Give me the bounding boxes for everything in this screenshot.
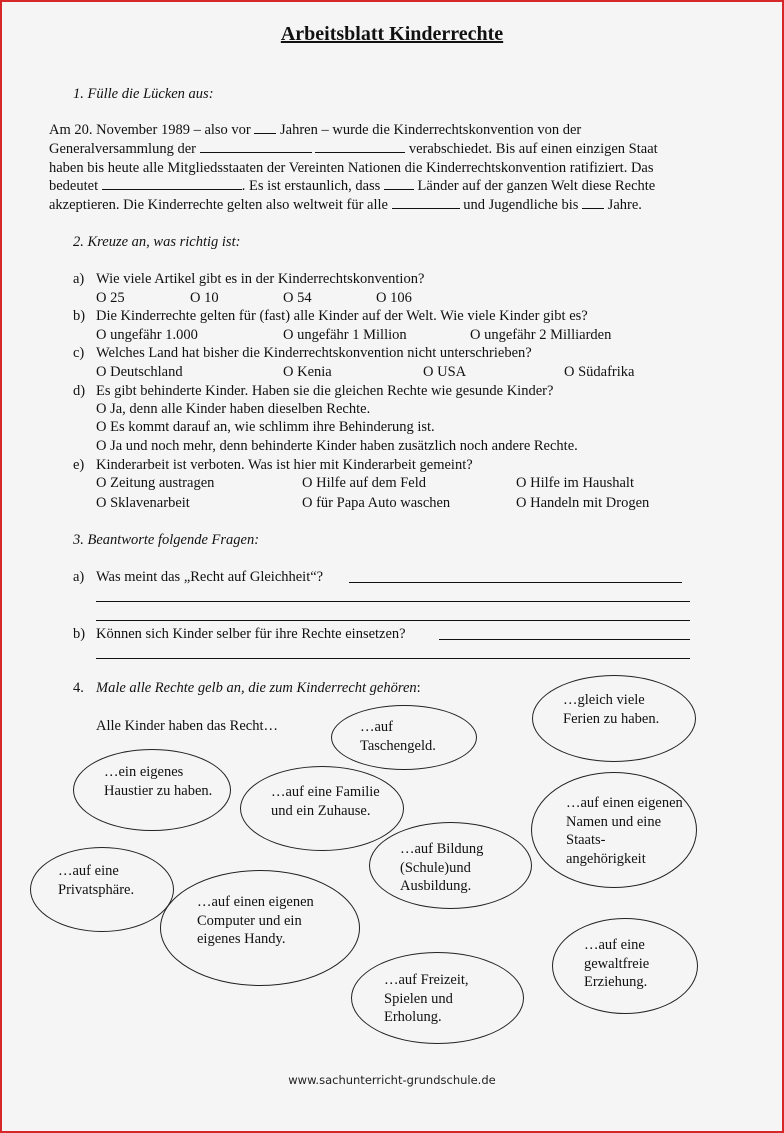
right-bubble-computer-text: …auf einen eigenen Computer und ein eigenes Handy. bbox=[197, 894, 314, 947]
question-letter-d: d) bbox=[73, 383, 86, 399]
checkbox-option-same-rights[interactable]: O Ja, denn alle Kinder haben dieselben Rechte. bbox=[96, 401, 371, 417]
checkbox-option-1-million[interactable]: O ungefähr 1 Million bbox=[283, 327, 407, 343]
checkbox-option-haushalt[interactable]: O Hilfe im Haushalt bbox=[516, 475, 634, 491]
right-bubble-name-text: …auf einen eigenen Namen und eine Staats-angehörigkeit bbox=[566, 795, 683, 867]
right-bubble-family-text: …auf eine Familie und ein Zuhause. bbox=[271, 784, 380, 819]
gap-fill-paragraph bbox=[49, 121, 717, 215]
checkbox-option-25[interactable]: O 25 bbox=[96, 290, 125, 306]
answer-line-3a-1[interactable] bbox=[349, 582, 682, 583]
question-letter-a: a) bbox=[73, 271, 85, 287]
right-bubble-pet-text: …ein eigenes Haustier zu haben. bbox=[104, 764, 213, 799]
answer-line-3a-3[interactable] bbox=[96, 620, 690, 621]
question-a-text: Wie viele Artikel gibt es in der Kinderrechtskonvention? bbox=[96, 271, 425, 287]
paragraph-line-4: bedeutet . Es ist erstaunlich, dass Länder auf der ganzen Welt diese Rechte bbox=[49, 178, 656, 195]
answer-line-3b-2[interactable] bbox=[96, 658, 690, 659]
question-d-text: Es gibt behinderte Kinder. Haben sie die gleichen Rechte wie gesunde Kinder? bbox=[96, 383, 554, 399]
section-2-heading: 2. Kreuze an, was richtig ist: bbox=[73, 234, 241, 250]
blank-age[interactable] bbox=[582, 196, 604, 209]
checkbox-option-54[interactable]: O 54 bbox=[283, 290, 312, 306]
paragraph-line-3: haben bis heute alle Mitgliedsstaaten der Vereinten Nationen die Kinderrechtskonvention ratifiziert. Das bbox=[49, 159, 654, 176]
checkbox-option-auto-waschen[interactable]: O für Papa Auto waschen bbox=[302, 495, 451, 511]
blank-countries[interactable] bbox=[384, 177, 414, 190]
checkbox-option-depends[interactable]: O Es kommt darauf an, wie schlimm ihre Behinderung ist. bbox=[96, 419, 435, 435]
section-3-heading: 3. Beantworte folgende Fragen: bbox=[73, 532, 260, 548]
checkbox-option-usa[interactable]: O USA bbox=[423, 364, 467, 380]
checkbox-option-sklavenarbeit[interactable]: O Sklavenarbeit bbox=[96, 495, 190, 511]
section-4-heading: Male alle Rechte gelb an, die zum Kinderrecht gehören: bbox=[96, 680, 421, 696]
checkbox-option-zeitung[interactable]: O Zeitung austragen bbox=[96, 475, 215, 491]
checkbox-option-kenia[interactable]: O Kenia bbox=[283, 364, 332, 380]
checkbox-option-suedafrika[interactable]: O Südafrika bbox=[564, 364, 635, 380]
page-title: Arbeitsblatt Kinderrechte bbox=[280, 23, 504, 45]
question-3b-letter: b) bbox=[73, 626, 86, 642]
question-3b-text: Können sich Kinder selber für ihre Rechte einsetzen? bbox=[96, 626, 406, 642]
checkbox-option-deutschland[interactable]: O Deutschland bbox=[96, 364, 183, 380]
blank-children[interactable] bbox=[392, 196, 460, 209]
answer-line-3a-2[interactable] bbox=[96, 601, 690, 602]
right-bubble-holidays-text: …gleich viele Ferien zu haben. bbox=[563, 692, 660, 727]
checkbox-option-10[interactable]: O 10 bbox=[190, 290, 219, 306]
blank-years[interactable] bbox=[254, 121, 276, 134]
blank-organisation-1[interactable] bbox=[200, 140, 312, 153]
section-4-number: 4. bbox=[73, 680, 84, 696]
paragraph-line-1: Am 20. November 1989 – also vor Jahren – wurde die Kinderrechtskonvention von der bbox=[49, 122, 582, 138]
right-bubble-leisure-text: …auf Freizeit, Spielen und Erholung. bbox=[384, 972, 469, 1025]
checkbox-option-2-billion[interactable]: O ungefähr 2 Milliarden bbox=[470, 327, 612, 343]
question-letter-b: b) bbox=[73, 308, 86, 324]
question-b-text: Die Kinderrechte gelten für (fast) alle Kinder auf der Welt. Wie viele Kinder gibt es? bbox=[96, 308, 588, 324]
question-3a-text: Was meint das „Recht auf Gleichheit“? bbox=[96, 569, 324, 585]
checkbox-option-1000[interactable]: O ungefähr 1.000 bbox=[96, 327, 198, 343]
question-letter-c: c) bbox=[73, 345, 85, 361]
question-e-text: Kinderarbeit ist verboten. Was ist hier mit Kinderarbeit gemeint? bbox=[96, 457, 473, 473]
right-bubble-education-text: …auf Bildung (Schule)und Ausbildung. bbox=[400, 841, 484, 894]
question-letter-e: e) bbox=[73, 457, 85, 473]
question-c-text: Welches Land hat bisher die Kinderrechtskonvention nicht unterschrieben? bbox=[96, 345, 532, 361]
blank-organisation-2[interactable] bbox=[315, 140, 405, 153]
blank-meaning[interactable] bbox=[102, 177, 242, 190]
right-bubble-privacy-text: …auf eine Privatsphäre. bbox=[58, 863, 135, 898]
section-1-heading: 1. Fülle die Lücken aus: bbox=[73, 86, 214, 102]
checkbox-option-more-rights[interactable]: O Ja und noch mehr, denn behinderte Kinder haben zusätzlich noch andere Rechte. bbox=[96, 438, 578, 454]
right-bubble-non-violent-text: …auf eine gewaltfreie Erziehung. bbox=[584, 937, 650, 990]
section-4-intro: Alle Kinder haben das Recht… bbox=[96, 718, 279, 734]
checkbox-option-feld[interactable]: O Hilfe auf dem Feld bbox=[302, 475, 427, 491]
question-3a-letter: a) bbox=[73, 569, 85, 585]
answer-line-3b-1[interactable] bbox=[439, 639, 690, 640]
footer-website: www.sachunterricht-grundschule.de bbox=[288, 1073, 496, 1087]
right-bubble-pocket-money-text: …auf Taschengeld. bbox=[360, 719, 436, 754]
checkbox-option-106[interactable]: O 106 bbox=[376, 290, 412, 306]
checkbox-option-drogen[interactable]: O Handeln mit Drogen bbox=[516, 495, 650, 511]
paragraph-line-2: Generalversammlung der verabschiedet. Bis auf einen einzigen Staat bbox=[49, 140, 658, 157]
paragraph-line-5: akzeptieren. Die Kinderrechte gelten also weltweit für alle und Jugendliche bis Jahre. bbox=[49, 197, 642, 214]
